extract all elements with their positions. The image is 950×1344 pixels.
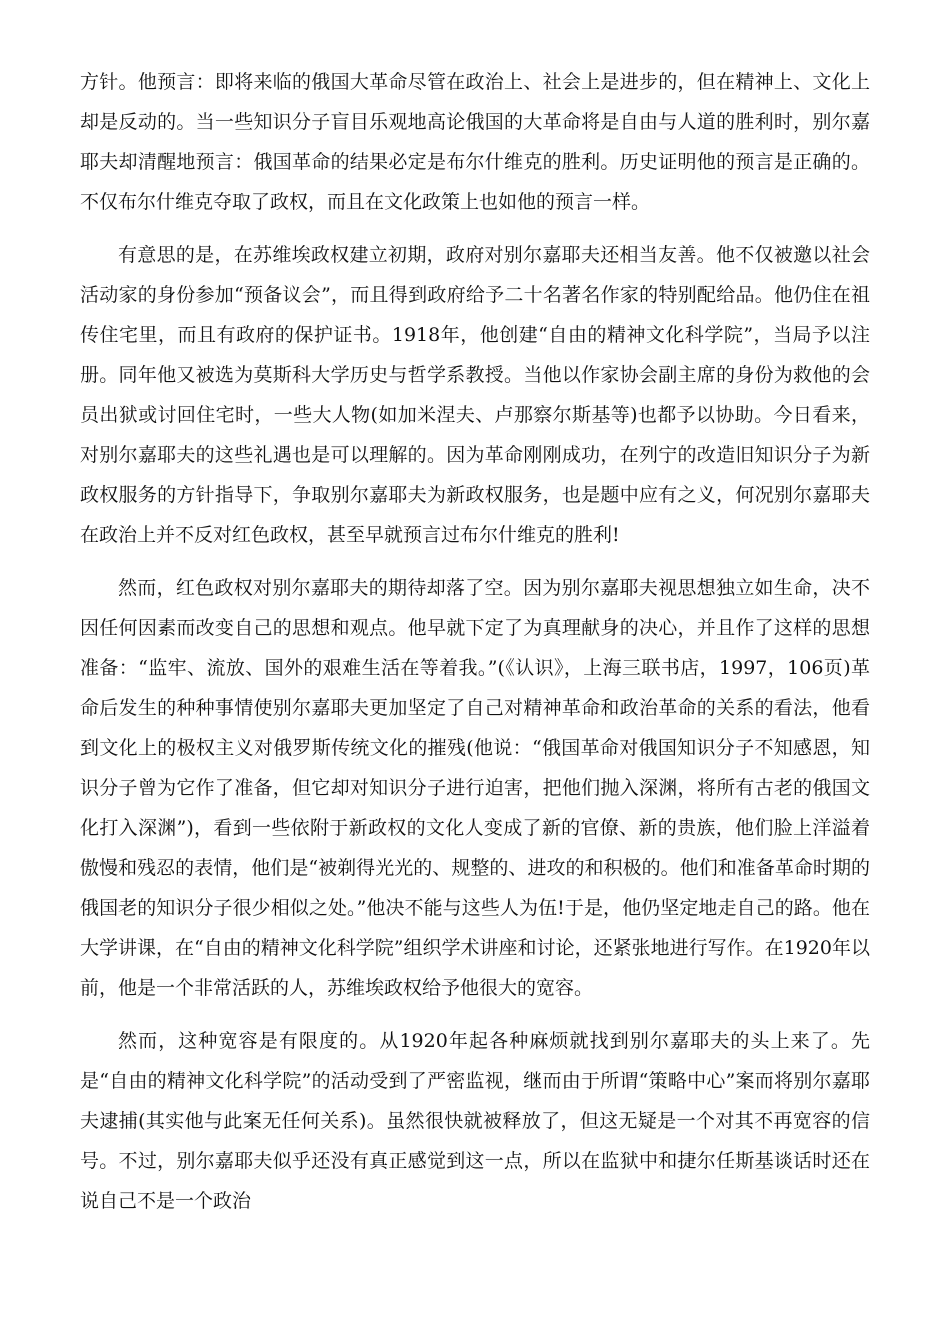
paragraph-2: 有意思的是，在苏维埃政权建立初期，政府对别尔嘉耶夫还相当友善。他不仅被邀以社会活动家的身份参加“预备议会”，而且得到政府给予二十名著名作家的特别配给品。他仍住在祖传住宅里，而且有政府的保护证书。1918年，他创建“自由的精神文化科学院”，当局予以注册。同年他又被选为莫斯科大学历史与哲学系教授。当他以作家协会副主席的身份为救他的会员出狱或讨回住宅时，一些大人物(如加米涅夫、卢那察尔斯基等)也都予以协助。今日看来，对别尔嘉耶夫的这些礼遇也是可以理解的。因为革命刚刚成功，在列宁的改造旧知识分子为新政权服务的方针指导下，争取别尔嘉耶夫为新政权服务，也是题中应有之义，何况别尔嘉耶夫在政治上并不反对红色政权，甚至早就预言过布尔什维克的胜利! — [80, 244, 870, 546]
paragraph-4: 然而，这种宽容是有限度的。从1920年起各种麻烦就找到别尔嘉耶夫的头上来了。先是“自由的精神文化科学院”的活动受到了严密监视，继而由于所谓“策略中心”案而将别尔嘉耶夫逮捕(其实他与此案无任何关系)。虽然很快就被释放了，但这无疑是一个对其不再宽容的信号。不过，别尔嘉耶夫似乎还没有真正感觉到这一点，所以在监狱中和捷尔任斯基谈话时还在说自己不是一个政治 — [80, 1030, 870, 1212]
document-page — [80, 62, 870, 1234]
paragraph-3: 然而，红色政权对别尔嘉耶夫的期待却落了空。因为别尔嘉耶夫视思想独立如生命，决不因任何因素而改变自己的思想和观点。他早就下定了为真理献身的决心，并且作了这样的思想准备：“监牢、流放、国外的艰难生活在等着我。”(《认识》，上海三联书店，1997，106页)革命后发生的种种事情使别尔嘉耶夫更加坚定了自己对精神革命和政治革命的关系的看法，他看到文化上的极权主义对俄罗斯传统文化的摧残(他说：“俄国革命对俄国知识分子不知感恩，知识分子曾为它作了准备，但它却对知识分子进行迫害，把他们抛入深渊，将所有古老的俄国文化打入深渊”)，看到一些依附于新政权的文化人变成了新的官僚、新的贵族，他们脸上洋溢着傲慢和残忍的表情，他们是“被剃得光光的、规整的、进攻的和积极的。他们和准备革命时期的俄国老的知识分子很少相似之处。”他决不能与这些人为伍!于是，他仍坚定地走自己的路。他在大学讲课，在“自由的精神文化科学院”组织学术讲座和讨论，还紧张地进行写作。在1920年以前，他是一个非常活跃的人，苏维埃政权给予他很大的宽容。 — [80, 577, 870, 999]
paragraph-1: 方针。他预言：即将来临的俄国大革命尽管在政治上、社会上是进步的，但在精神上、文化上却是反动的。当一些知识分子盲目乐观地高论俄国的大革命将是自由与人道的胜利时，别尔嘉耶夫却清醒地预言：俄国革命的结果必定是布尔什维克的胜利。历史证明他的预言是正确的。不仅布尔什维克夺取了政权，而且在文化政策上也如他的预言一样。 — [80, 71, 870, 213]
